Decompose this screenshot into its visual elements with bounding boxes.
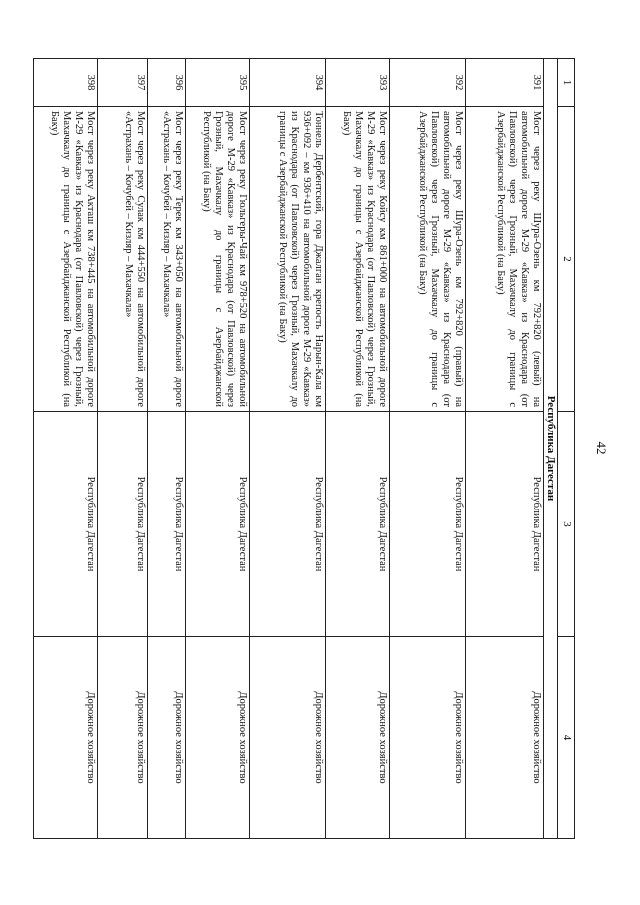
row-category: Дорожное хозяйство bbox=[186, 637, 250, 839]
row-number: 397 bbox=[98, 59, 148, 107]
table-row bbox=[466, 59, 544, 839]
row-category: Дорожное хозяйство bbox=[250, 637, 326, 839]
row-description: Мост через реку Сулак км 444+550 на автомобильной дороге «Астрахань – Кочубей – Кизляр – Махачкала» bbox=[98, 107, 148, 412]
row-description: Мост через реку Шура-Озень км 792+820 (левый) на автомобильной дороге М-29 «Кавказ» из Краснодара (от Павловской) через Грозный, Махачкалу до границы с Азербайджанской Республикой (на Баку) bbox=[466, 107, 544, 412]
row-description: Мост через реку Гюльгеры-Чай км 978+520 на автомобильной дороге М-29 «Кавказ» из Краснодара (от Павловской) через Грозный, Махачкалу до границы с Азербайджанской Республикой (на Баку) bbox=[186, 107, 250, 412]
row-region: Республика Дагестан bbox=[186, 412, 250, 637]
row-category: Дорожное хозяйство bbox=[98, 637, 148, 839]
row-region: Республика Дагестан bbox=[148, 412, 186, 637]
table-row bbox=[250, 59, 326, 839]
header-row bbox=[558, 59, 575, 839]
row-region: Республика Дагестан bbox=[466, 412, 544, 637]
table-row bbox=[98, 59, 148, 839]
table-row bbox=[148, 59, 186, 839]
row-number: 393 bbox=[326, 59, 390, 107]
row-category: Дорожное хозяйство bbox=[390, 637, 466, 839]
table-row bbox=[186, 59, 250, 839]
header-col-4: 4 bbox=[558, 637, 575, 839]
row-category: Дорожное хозяйство bbox=[148, 637, 186, 839]
row-number: 391 bbox=[466, 59, 544, 107]
row-category: Дорожное хозяйство bbox=[326, 637, 390, 839]
row-description: Мост через реку Койсу км 861+000 на автомобильной дороге М-29 «Кавказ» из Краснодара (от Павловской) через Грозный, Махачкалу до границы с Азербайджанской Республикой (на Баку) bbox=[326, 107, 390, 412]
document-table-container bbox=[49, 58, 575, 838]
row-category: Дорожное хозяйство bbox=[466, 637, 544, 839]
row-number: 398 bbox=[34, 59, 98, 107]
row-number: 392 bbox=[390, 59, 466, 107]
header-col-3: 3 bbox=[558, 412, 575, 637]
page-number: 42 bbox=[594, 441, 609, 455]
table-row bbox=[326, 59, 390, 839]
row-region: Республика Дагестан bbox=[250, 412, 326, 637]
row-region: Республика Дагестан bbox=[390, 412, 466, 637]
row-description: Мост через реку Шура-Озень км 792+820 (правый) на автомобильной дороге М-29 «Кавказ» из Краснодара (от Павловской) через Грозный, Махачкалу до границы с Азербайджанской Республикой (на Баку) bbox=[390, 107, 466, 412]
table-row bbox=[390, 59, 466, 839]
header-col-1: 1 bbox=[558, 59, 575, 107]
row-description: Тоннель Дербентский, гора Джалган крепость Нарын-Кала км 936+092 – км 936+410 на автомобильной дороге М-29 «Кавказ» из Краснодара (от Павловской) через Грозный, Махачкалу до границы с Азербайджанской Республикой (на Баку) bbox=[250, 107, 326, 412]
row-number: 396 bbox=[148, 59, 186, 107]
row-region: Республика Дагестан bbox=[34, 412, 98, 637]
section-row bbox=[544, 59, 558, 839]
row-description: Мост через реку Терек км 343+050 на автомобильной дороге «Астрахань – Кочубей – Кизляр – Махачкала» bbox=[148, 107, 186, 412]
table-row bbox=[34, 59, 98, 839]
header-col-2: 2 bbox=[558, 107, 575, 412]
row-category: Дорожное хозяйство bbox=[34, 637, 98, 839]
row-region: Республика Дагестан bbox=[98, 412, 148, 637]
objects-table bbox=[33, 58, 575, 839]
row-number: 395 bbox=[186, 59, 250, 107]
row-number: 394 bbox=[250, 59, 326, 107]
section-title: Республика Дагестан bbox=[544, 59, 558, 839]
row-region: Республика Дагестан bbox=[326, 412, 390, 637]
row-description: Мост через реку Акташ км 738+445 на автомобильной дороге М-29 «Кавказ» из Краснодара (от Павловской) через Грозный, Махачкалу до границы с Азербайджанской Республикой (на Баку) bbox=[34, 107, 98, 412]
